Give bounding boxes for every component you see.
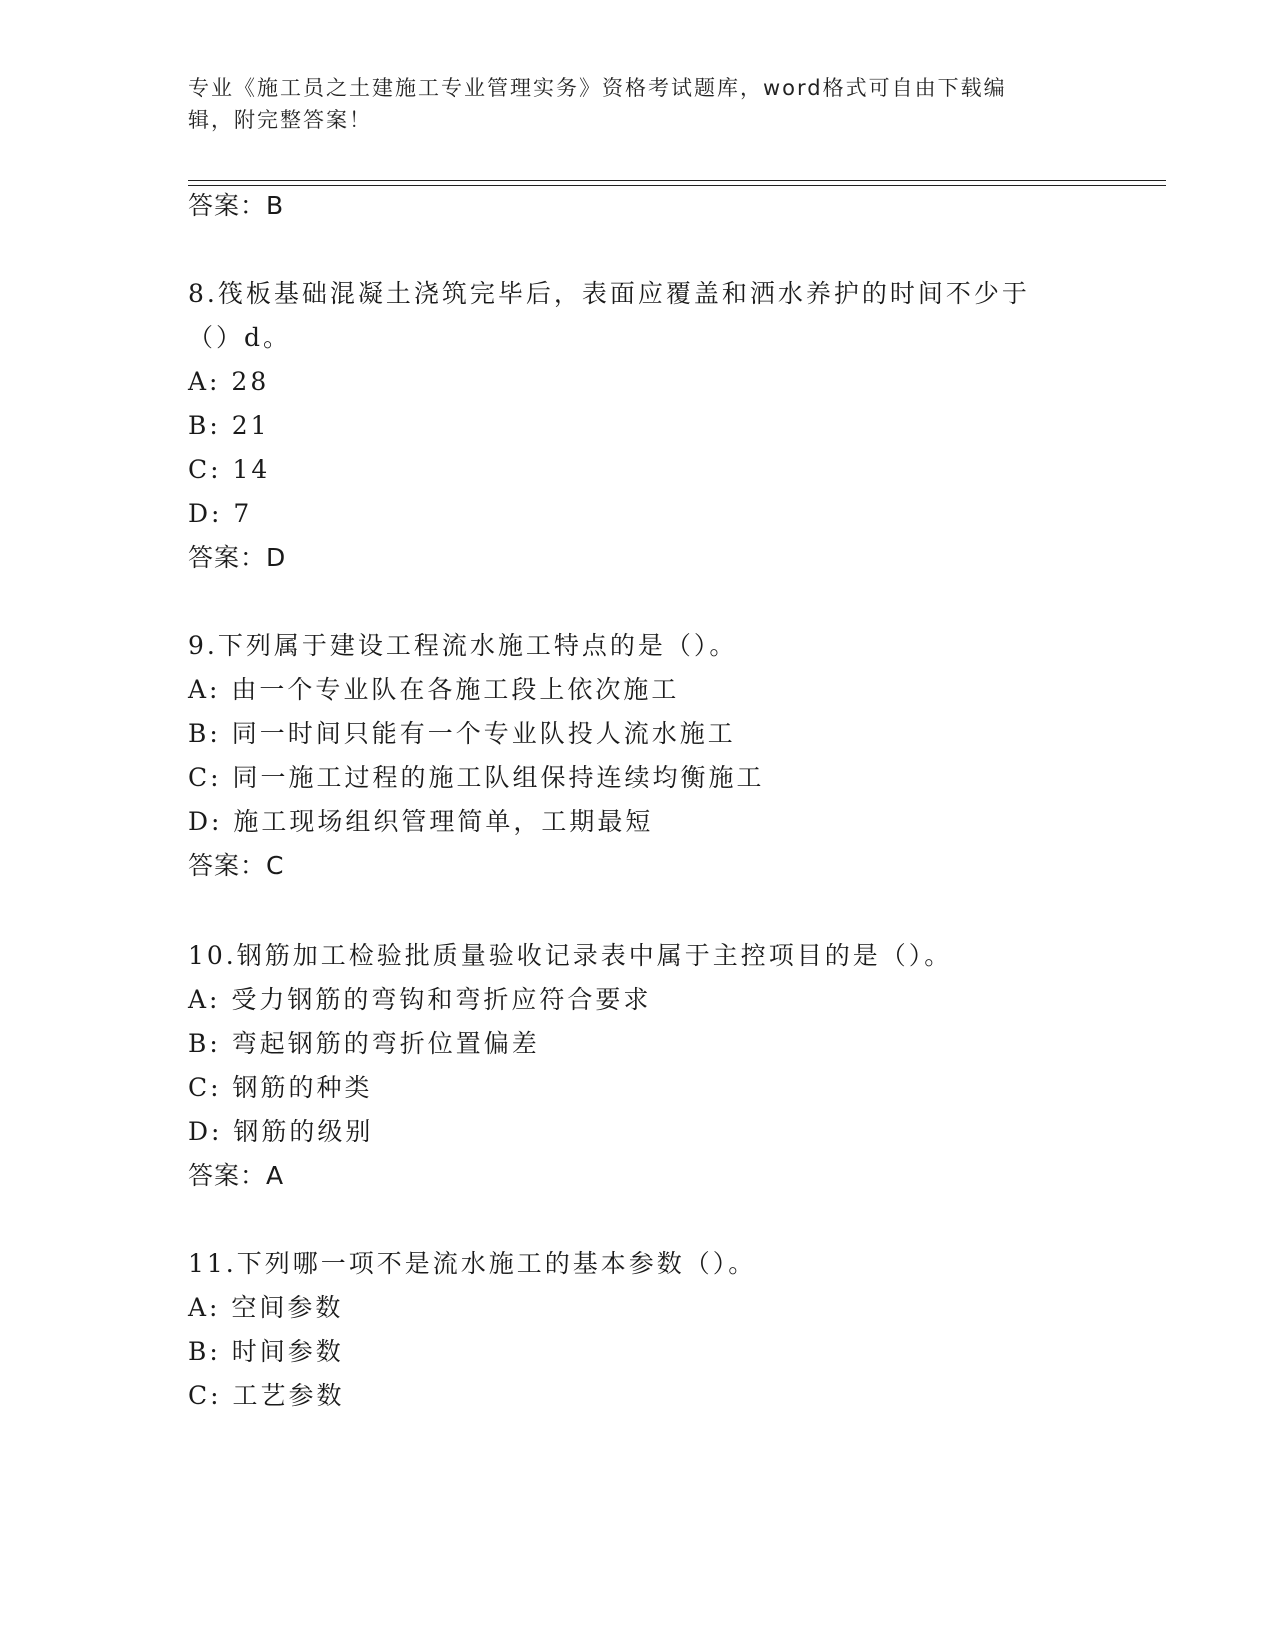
question-10-option-a: A: 受力钢筋的弯钩和弯折应符合要求	[188, 985, 652, 1014]
header-line-1: 专业《施工员之土建施工专业管理实务》资格考试题库，word格式可自由下载编	[188, 76, 1007, 100]
question-10-option-d: D: 钢筋的级别	[188, 1117, 374, 1146]
question-10-option-c: C: 钢筋的种类	[188, 1073, 373, 1102]
question-8-option-a: A: 28	[188, 367, 270, 396]
question-8-option-d: D: 7	[188, 499, 253, 528]
question-11-stem: 11.下列哪一项不是流水施工的基本参数（）。	[188, 1249, 757, 1278]
header-line-2: 辑，附完整答案！	[188, 108, 372, 132]
header-divider-top	[188, 180, 1166, 181]
question-8-option-c: C: 14	[188, 455, 271, 484]
header-divider-bottom	[188, 185, 1166, 186]
question-10-answer: 答案：A	[188, 1161, 285, 1190]
question-9-stem: 9.下列属于建设工程流水施工特点的是（）。	[188, 631, 738, 660]
question-9-option-c: C: 同一施工过程的施工队组保持连续均衡施工	[188, 763, 765, 792]
question-10-option-b: B: 弯起钢筋的弯折位置偏差	[188, 1029, 540, 1058]
question-8-answer: 答案：D	[188, 543, 287, 572]
question-9-option-d: D: 施工现场组织管理简单，工期最短	[188, 807, 654, 836]
question-9-option-b: B: 同一时间只能有一个专业队投人流水施工	[188, 719, 736, 748]
previous-answer: 答案：B	[188, 191, 285, 220]
question-11-option-c: C: 工艺参数	[188, 1381, 345, 1410]
question-10-stem: 10.钢筋加工检验批质量验收记录表中属于主控项目的是（）。	[188, 941, 953, 970]
question-8-stem-line-2: （）d。	[188, 323, 292, 352]
question-9-option-a: A: 由一个专业队在各施工段上依次施工	[188, 675, 680, 704]
question-11-option-a: A: 空间参数	[188, 1293, 344, 1322]
question-8-option-b: B: 21	[188, 411, 270, 440]
document-header	[188, 72, 1088, 136]
question-8-stem-line-1: 8.筏板基础混凝土浇筑完毕后，表面应覆盖和洒水养护的时间不少于	[188, 279, 1030, 308]
question-11-option-b: B: 时间参数	[188, 1337, 344, 1366]
question-9-answer: 答案：C	[188, 851, 285, 880]
